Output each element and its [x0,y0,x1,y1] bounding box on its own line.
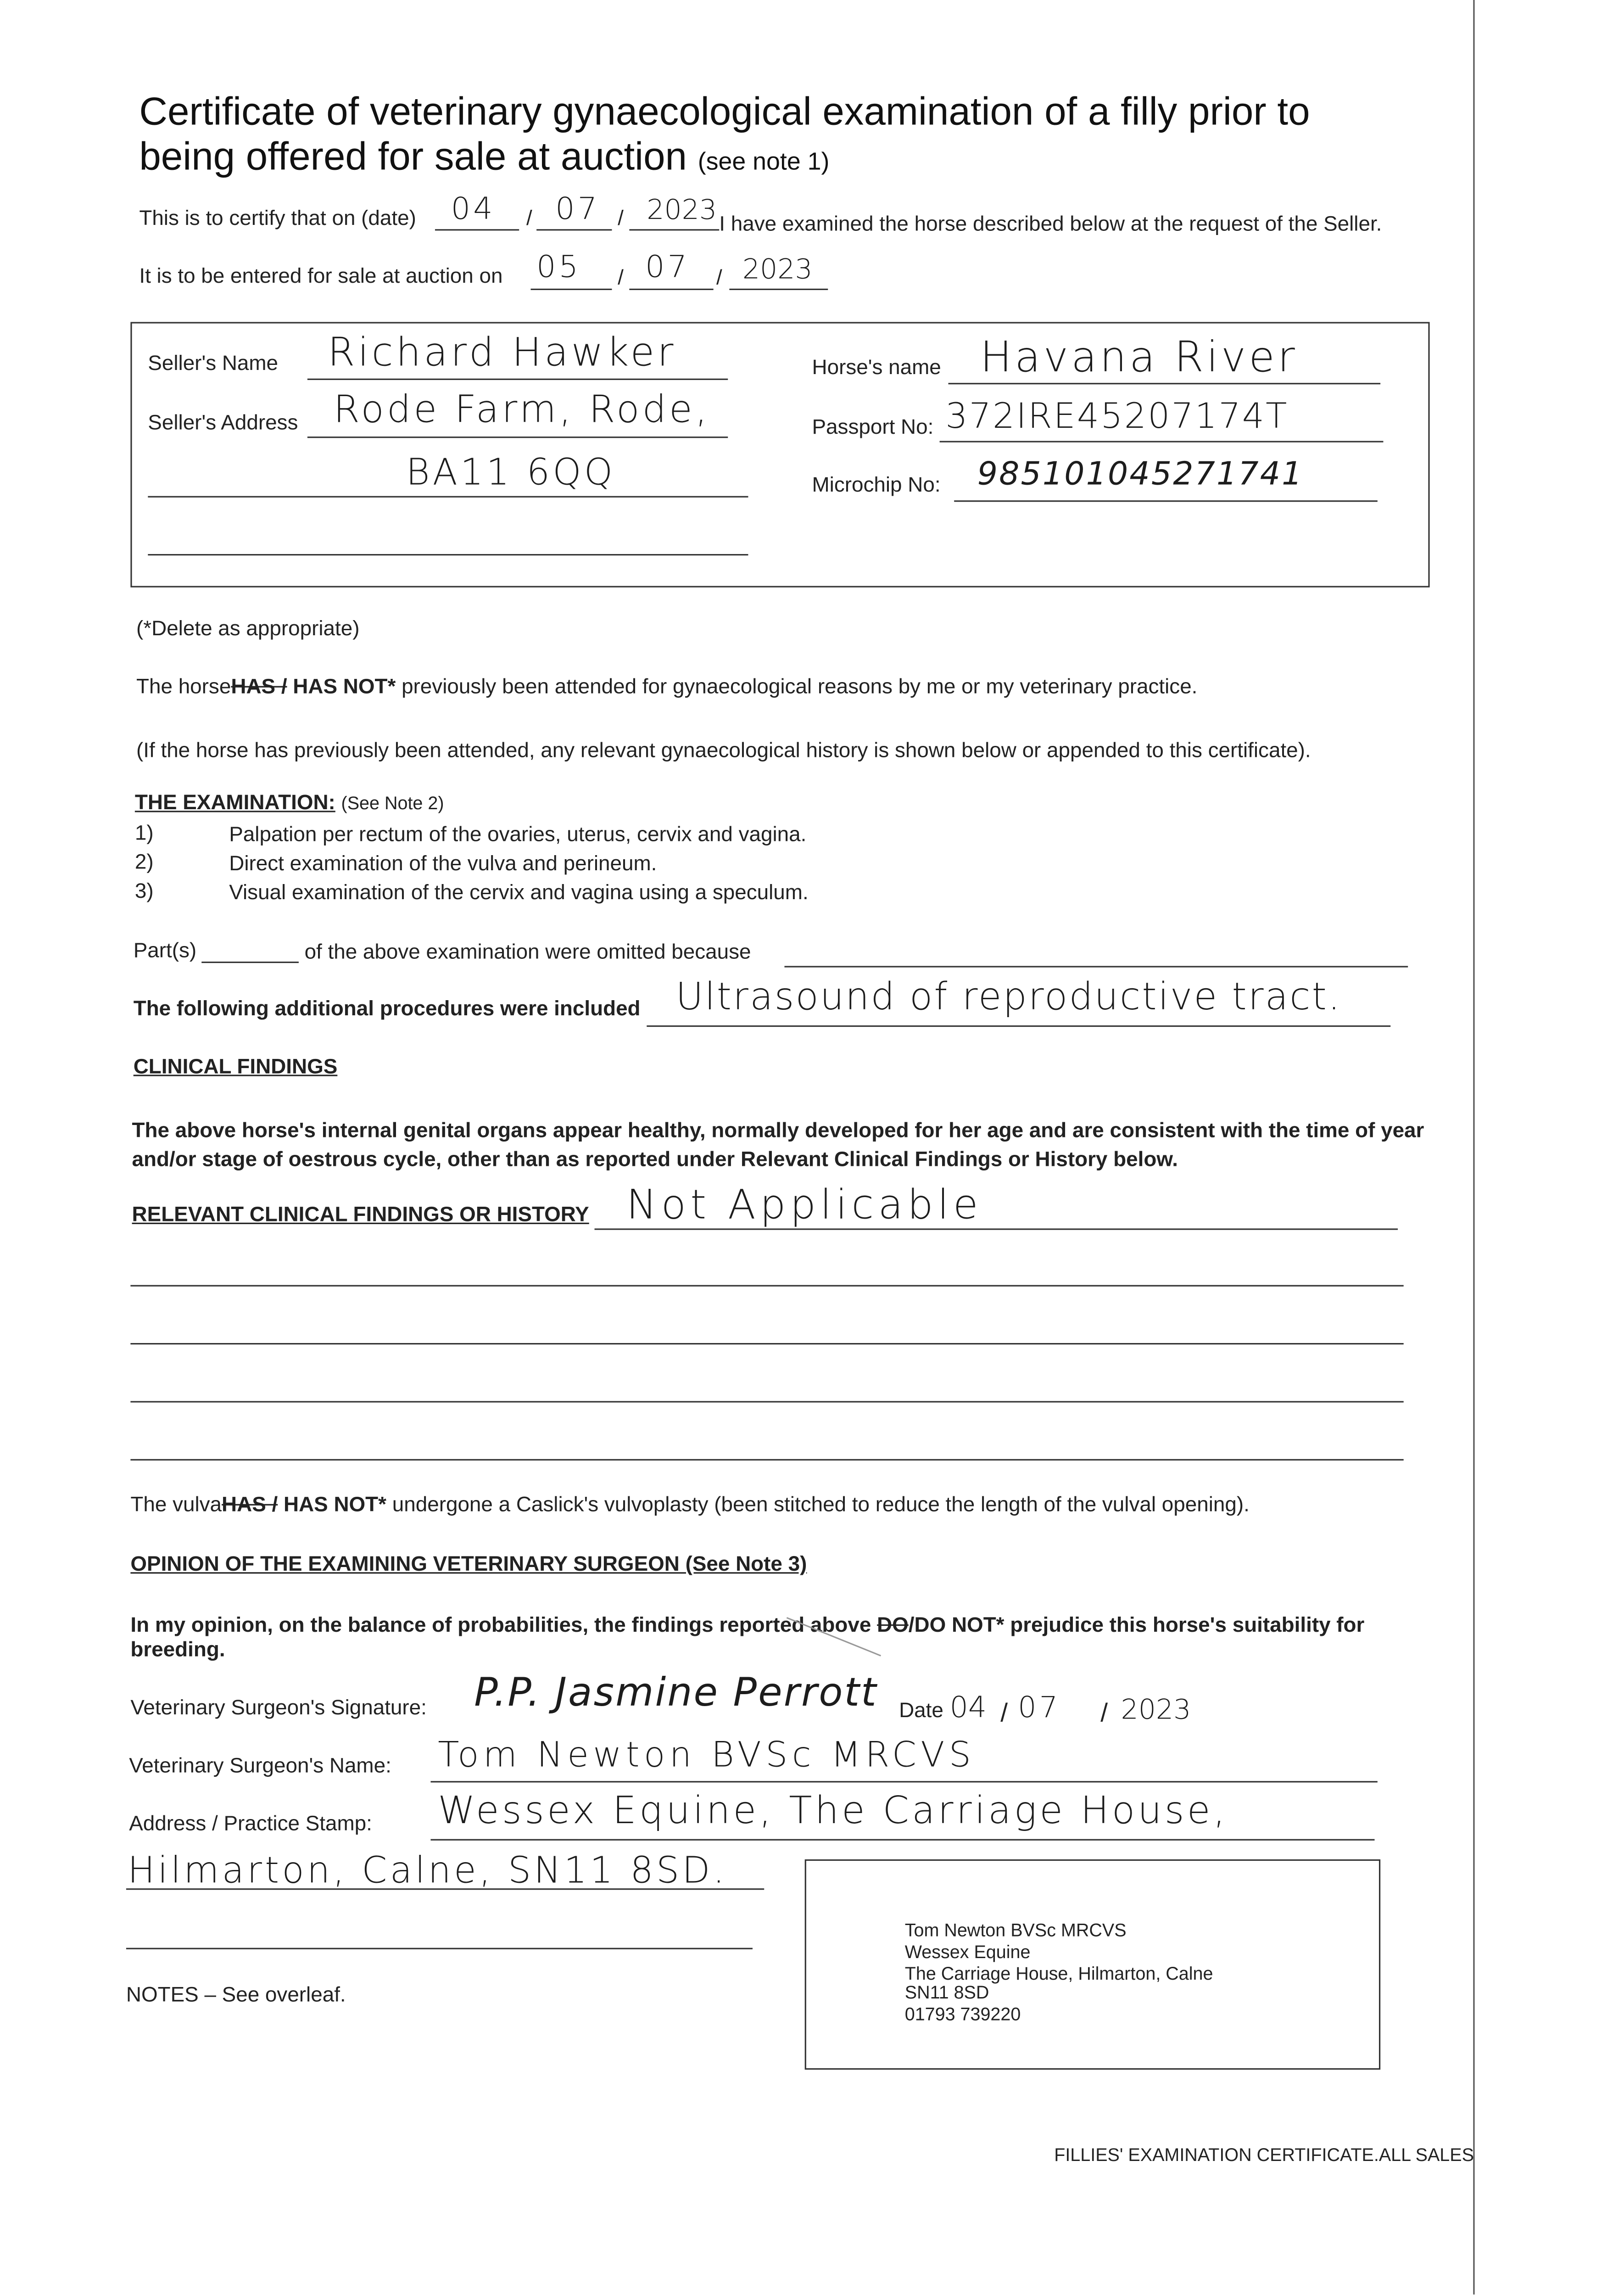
seller-address-line-1 [307,437,728,438]
signature-date-label: Date [899,1700,943,1723]
certify-prefix: This is to certify that on (date) [139,207,416,231]
surgeon-name-value: Tom Newton BVSc MRCVS [438,1735,976,1775]
scan-edge-line [1473,0,1474,2295]
omitted-reason-line [784,966,1408,967]
certificate-title [139,90,1310,184]
horse-name-value: Havana River [980,332,1298,382]
footer-text: FILLIES' EXAMINATION CERTIFICATE.ALL SALES [1054,2145,1474,2166]
opinion-struck-option: DO [877,1614,909,1638]
attended-statement: The horseHAS / HAS NOT* previously been attended for gynaecological reasons by me or my veterinary practice. [136,676,1198,700]
certify-year-line [629,229,719,230]
relevant-line-4 [130,1401,1403,1402]
clinical-statement-2: and/or stage of oestrous cycle, other than as reported under Relevant Clinical Findings or History below. [132,1148,1178,1172]
horse-name-label: Horse's name [812,357,941,380]
omitted-prefix: Part(s) [133,940,197,963]
stamp-line-5: 01793 739220 [904,2004,1021,2025]
address-line-1 [430,1839,1374,1841]
certify-suffix: I have examined the horse described below at the request of the Seller. [719,213,1382,237]
sale-month-line [629,289,713,290]
attended-struck-option: HAS / [231,676,287,700]
certify-month: 07 [555,191,600,226]
additional-value: Ultrasound of reproductive tract. [675,976,1342,1020]
vulva-selected-option: HAS NOT* [283,1494,387,1517]
microchip-label: Microchip No: [812,474,941,498]
microchip-line [954,500,1378,502]
address-label: Address / Practice Stamp: [129,1813,372,1836]
seller-name-label: Seller's Name [148,352,279,376]
additional-label: The following additional procedures were included [133,997,641,1021]
seller-address-line1-value: Rode Farm, Rode, [333,388,710,432]
certify-month-line [536,229,612,230]
signature-day: 04 [949,1690,987,1725]
stamp-line-3: The Carriage House, Hilmarton, Calne [904,1964,1213,1984]
sale-year-line [729,289,828,290]
clinical-heading: CLINICAL FINDINGS [133,1056,338,1079]
signature-sep-1: / [1000,1698,1008,1728]
passport-label: Passport No: [812,416,934,440]
microchip-value: 985101045271741 [977,457,1304,493]
sale-sep-1: / [618,267,624,290]
opinion-text-2: breeding. [130,1639,225,1662]
title-line-1: Certificate of veterinary gynaecological examination of a filly prior to [139,90,1310,134]
delete-note: (*Delete as appropriate) [136,618,360,641]
exam-item-1-num: 1) [134,822,154,846]
passport-value: 372IRE45207174T [945,396,1289,437]
certify-day: 04 [451,191,496,226]
passport-line [940,441,1384,442]
address-line1-value: Wessex Equine, The Carriage House, [438,1790,1228,1834]
attended-selected-option: HAS NOT* [293,676,396,700]
sale-sep-2: / [716,267,722,290]
exam-item-2-num: 2) [134,851,154,875]
practice-stamp [905,1920,1213,2026]
certify-sep-2: / [618,207,624,231]
relevant-line-2 [130,1285,1403,1287]
relevant-value: Not Applicable [626,1181,982,1229]
sale-day: 05 [536,249,581,285]
certify-sep-1: / [526,207,532,231]
sale-month: 07 [645,249,690,285]
exam-item-3-text: Visual examination of the cervix and vagina using a speculum. [229,882,809,905]
surgeon-name-line [430,1781,1377,1782]
relevant-label: RELEVANT CLINICAL FINDINGS OR HISTORY [132,1203,589,1227]
vulva-statement: The vulvaHAS / HAS NOT* undergone a Caslick's vulvoplasty (been stitched to reduce the length of the vulval opening). [130,1494,1250,1517]
signature-sep-2: / [1100,1698,1108,1728]
sale-day-line [530,289,612,290]
surgeon-name-label: Veterinary Surgeon's Name: [129,1755,391,1778]
notes-text: NOTES – See overleaf. [126,1984,346,2008]
relevant-line-3 [130,1343,1403,1344]
relevant-line-1 [595,1228,1398,1230]
history-note: (If the horse has previously been attended, any relevant gynaecological history is shown below or appended to this certificate). [136,739,1311,763]
clinical-statement-1: The above horse's internal genital organs appear healthy, normally developed for her age and are consistent with the time of year [132,1120,1424,1143]
stamp-line-2: Wessex Equine [904,1942,1031,1963]
address-line-3 [126,1948,753,1949]
signature-year: 2023 [1121,1694,1191,1726]
opinion-heading: OPINION OF THE EXAMINING VETERINARY SURGEON (See Note 3) [130,1553,807,1577]
title-note: (see note 1) [698,148,830,176]
omitted-parts-line [201,962,299,963]
relevant-line-5 [130,1459,1403,1461]
seller-name-line [307,379,728,380]
examination-heading: THE EXAMINATION: (See Note 2) [134,792,444,815]
stamp-line-1: Tom Newton BVSc MRCVS [904,1920,1127,1941]
signature-label: Veterinary Surgeon's Signature: [130,1696,427,1720]
opinion-text-1: In my opinion, on the balance of probabilities, the findings reported above DO/DO NOT* prejudice this horse's suitability for [130,1614,1365,1638]
certify-day-line [435,229,519,230]
stamp-line-4: SN11 8SD [904,1982,989,2003]
title-line-2: being offered for sale at auction (see note 1) [139,134,830,179]
vulva-struck-option: HAS / [222,1494,278,1517]
exam-item-3-num: 3) [134,880,154,904]
seller-address-line-3 [148,554,748,555]
seller-address-line2-value: BA11 6QQ [406,451,616,493]
horse-name-line [949,383,1381,384]
signature-month: 07 [1018,1690,1061,1725]
seller-address-line-2 [148,496,748,498]
exam-item-2-text: Direct examination of the vulva and perineum. [229,852,657,876]
certify-year: 2023 [647,194,717,226]
sale-year: 2023 [742,253,813,286]
seller-address-label: Seller's Address [148,412,298,435]
additional-line [647,1025,1390,1027]
sale-prefix: It is to be entered for sale at auction on [139,265,503,289]
omitted-middle: of the above examination were omitted because [304,941,751,965]
seller-name-value: Richard Hawker [328,330,676,376]
signature-value: P.P. Jasmine Perrott [474,1671,878,1716]
exam-item-1-text: Palpation per rectum of the ovaries, uterus, cervix and vagina. [229,823,807,847]
address-line2-value: Hilmarton, Calne, SN11 8SD. [128,1849,728,1892]
